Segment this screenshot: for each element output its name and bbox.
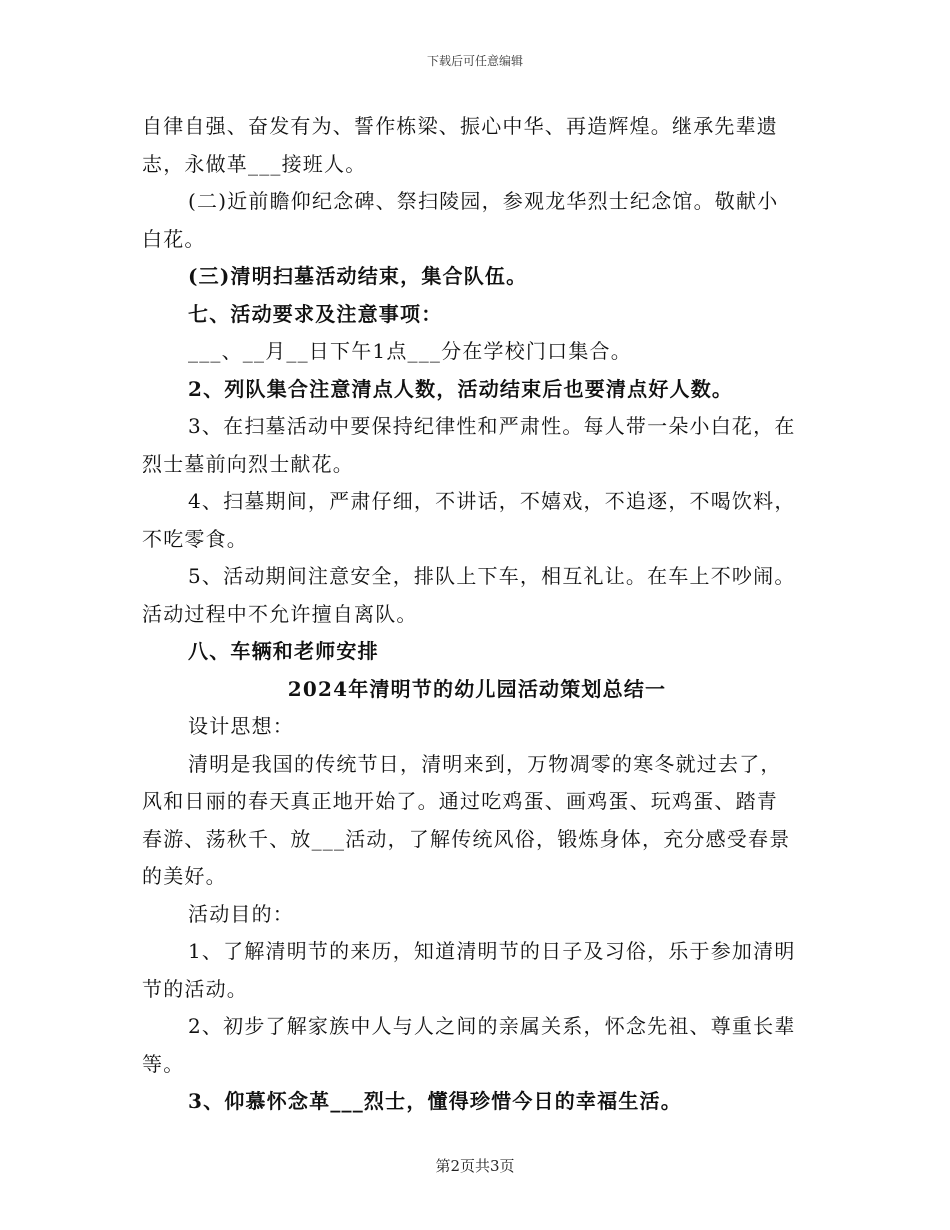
text-line: 3、在扫墓活动中要保持纪律性和严肃性。每人带一朵小白花，在 — [188, 414, 796, 438]
document-body — [142, 108, 812, 1121]
text-line: ___、__月__日下午1点___分在学校门口集合。 — [188, 339, 632, 363]
bold-line: 2、列队集合注意清点人数，活动结束后也要清点好人数。 — [188, 376, 734, 401]
section-heading: 八、车辆和老师安排 — [188, 639, 379, 663]
bold-line: (三)清明扫墓活动结束，集合队伍。 — [188, 264, 528, 288]
text-line: 设计思想： — [188, 714, 294, 738]
text-line: 白花。 — [142, 226, 206, 251]
text-line: 4、扫墓期间，严肃仔细，不讲话，不嬉戏，不追逐，不喝饮料， — [188, 489, 796, 513]
page-number: 第2页共3页 — [435, 1157, 515, 1175]
text-line: 1、了解清明节的来历，知道清明节的日子及习俗，乐于参加清明 — [188, 939, 796, 963]
text-line: 风和日丽的春天真正地开始了。通过吃鸡蛋、画鸡蛋、玩鸡蛋、踏青 — [142, 789, 778, 813]
text-line: 节的活动。 — [142, 976, 248, 1001]
document-title: 2024年清明节的幼儿园活动策划总结一 — [287, 676, 667, 701]
text-line: (二)近前瞻仰纪念碑、祭扫陵园，参观龙华烈士纪念馆。敬献小 — [188, 189, 779, 213]
text-line: 活动过程中不允许擅自离队。 — [142, 601, 418, 626]
section-heading: 七、活动要求及注意事项： — [188, 301, 443, 326]
bold-line: 3、仰慕怀念革___烈士，懂得珍惜今日的幸福生活。 — [188, 1089, 682, 1113]
text-line: 等。 — [142, 1051, 185, 1076]
text-line: 烈士墓前向烈士献花。 — [142, 451, 354, 476]
header-note: 下载后可任意编辑 — [426, 54, 523, 68]
text-line: 活动目的： — [188, 901, 294, 926]
text-line: 自律自强、奋发有为、誓作栋梁、振心中华、再造辉煌。继承先辈遗 — [142, 114, 778, 138]
text-line: 2、初步了解家族中人与人之间的亲属关系，怀念先祖、尊重长辈 — [188, 1014, 796, 1038]
text-line: 春游、荡秋千、放___活动，了解传统风俗，锻炼身体，充分感受春景 — [142, 826, 791, 851]
text-line: 5、活动期间注意安全，排队上下车，相互礼让。在车上不吵闹。 — [188, 564, 796, 588]
text-line: 清明是我国的传统节日，清明来到，万物凋零的寒冬就过去了， — [188, 751, 782, 776]
text-line: 志，永做革___接班人。 — [142, 151, 367, 176]
text-line: 的美好。 — [142, 864, 227, 888]
text-line: 不吃零食。 — [142, 526, 248, 551]
